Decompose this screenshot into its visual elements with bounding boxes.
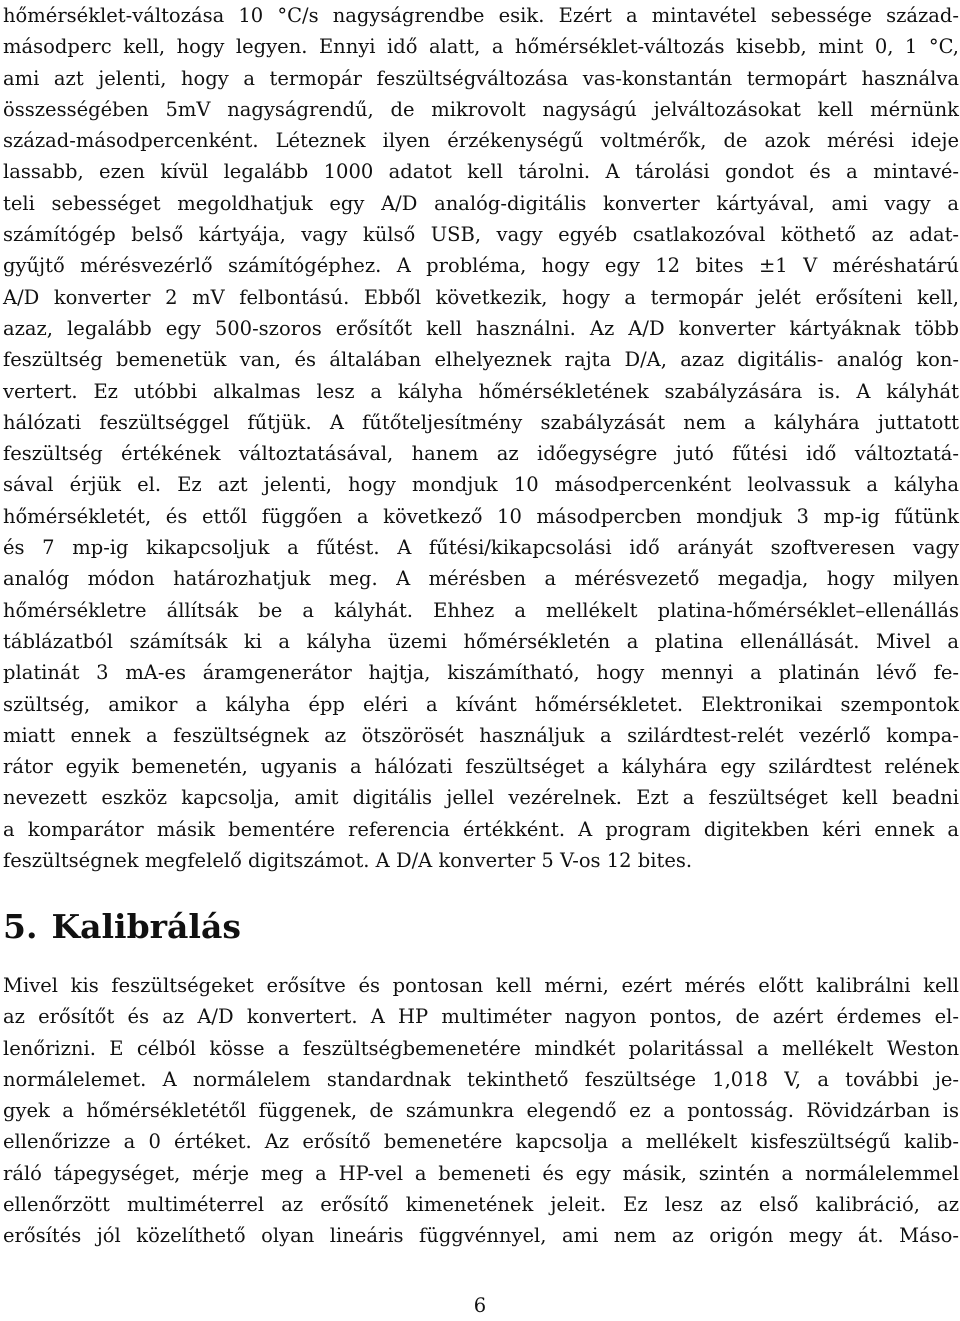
text-line: A/D konverter 2 mV felbontású. Ebből következik, hogy a termopár jelét erősíteni kell, [3,285,959,309]
text-line: összességében 5mV nagyságrendű, de mikrovolt nagyságú jelváltozásokat kell mérnünk [3,97,959,121]
text-line: ellenőrizze a 0 értéket. Az erősítő bemenetére kapcsolja a mellékelt kisfeszültségű kalib- [3,1130,959,1154]
text-line: ellenőrzött multiméterrel az erősítő kimenetének jeleit. Ez lesz az első kalibráció, az [3,1193,959,1217]
text-line: másodperc kell, hogy legyen. Ennyi idő alatt, a hőmérséklet-változás kisebb, mint 0, 1 °C, [3,35,959,59]
text-line: ráló tápegységet, mérje meg a HP-vel a bemeneti és egy másik, szintén a normálelemmel [3,1161,959,1185]
section-number: 5. [3,907,38,946]
text-line: hőmérsékletét, és ettől függően a következő 10 másodpercben mondjuk 3 mp-ig fűtünk [3,504,959,528]
section-heading [3,904,241,950]
body-paragraph-heating-control [3,0,959,876]
text-line: gyűjtő mérésvezérlő számítógéphez. A probléma, hogy egy 12 bites ±1 V méréshatárú [3,254,959,278]
text-line: nevezett eszköz kapcsolja, amit digitális jellel vezérelnek. Ezt a feszültséget kell beadni [3,786,959,810]
text-line: számítógép belső kártyája, vagy külső USB, vagy egyéb csatlakozóval köthető az adat- [3,223,959,247]
text-line: század-másodpercenként. Léteznek ilyen érzékenységű voltmérők, de azok mérési ideje [3,129,959,153]
text-line: Mivel kis feszültségeket erősítve és pontosan kell mérni, ezért mérés előtt kalibrálni kell [3,974,959,997]
text-line: normálelemet. A normálelem standardnak tekinthető feszültsége 1,018 V, a további je- [3,1067,959,1091]
text-line: erősítés jól közelíthető olyan lineáris függvénnyel, ami nem az origón megy át. Máso- [3,1224,959,1248]
text-line: feszültségnek megfelelő digitszámot. A D/A konverter 5 V-os 12 bites. [3,849,693,873]
text-line: miatt ennek a feszültségnek az ötszörösét használjuk a szilárdtest-relét vezérlő kompa- [3,723,959,747]
text-line: ami azt jelenti, hogy a termopár feszültségváltozása vas-konstantán termopárt használva [3,66,959,90]
page-number: 6 [473,1294,487,1317]
text-line: táblázatból számítsák ki a kályha üzemi hőmérsékletén a platina ellenállását. Mivel a [3,629,959,653]
text-line: az erősítőt és az A/D konvertert. A HP multiméter nagyon pontos, de azért érdemes el- [3,1005,959,1029]
text-line: lassabb, ezen kívül legalább 1000 adatot kell tárolni. A tárolási gondot és a mintavé- [3,160,959,184]
text-line: feszültség bemenetük van, és általában elhelyeznek rajta D/A, azaz digitális- analóg kon- [3,348,959,372]
text-line: hőmérsékletre állítsák be a kályhát. Ehhez a mellékelt platina-hőmérséklet–ellenállás [3,598,959,622]
body-paragraph-calibration [3,970,959,1252]
text-line: azaz, legalább egy 500-szoros erősítőt kell használni. Az A/D konverter kártyáknak több [3,316,959,340]
text-line: platinát 3 mA-es áramgenerátor hajtja, kiszámítható, hogy mennyi a platinán lévő fe- [3,661,959,685]
text-line: feszültség értékének változtatásával, hanem az időegységre jutó fűtési idő változtatá- [3,442,959,466]
text-line: a komparátor másik bementére referencia értékként. A program digitekben kéri ennek a [3,817,959,841]
text-line: és 7 mp-ig kikapcsoljuk a fűtést. A fűtési/kikapcsolási idő arányát szoftveresen vagy [3,536,959,560]
text-line: lenőrizni. E célból kösse a feszültségbemenetére mindkét polaritással a mellékelt Weston [3,1036,959,1060]
text-line: szültség, amikor a kályha épp eléri a kívánt hőmérsékletet. Elektronikai szempontok [3,692,959,716]
text-line: vertert. Ez utóbbi alkalmas lesz a kályha hőmérsékletének szabályzására is. A kályhát [3,379,959,403]
section-title: Kalibrálás [51,907,241,946]
text-line: hálózati feszültséggel fűtjük. A fűtőteljesítmény szabályzását nem a kályhára juttatott [3,410,959,434]
text-line: sával érjük el. Ez azt jelenti, hogy mondjuk 10 másodpercenként leolvassuk a kályha [3,473,959,497]
text-line: gyek a hőmérsékletétől függenek, de számunkra elegendő ez a pontosság. Rövidzárban is [3,1099,959,1123]
text-line: rátor egyik bemenetén, ugyanis a hálózati feszültséget a kályhára egy szilárdtest relének [3,755,959,779]
text-line: analóg módon határozhatjuk meg. A mérésben a mérésvezető megadja, hogy milyen [3,567,959,591]
text-line: teli sebességet megoldhatjuk egy A/D analóg-digitális konverter kártyával, ami vagy a [3,191,959,215]
text-line: hőmérséklet-változása 10 °C/s nagyságrendbe esik. Ezért a mintavétel sebessége század- [3,4,959,27]
